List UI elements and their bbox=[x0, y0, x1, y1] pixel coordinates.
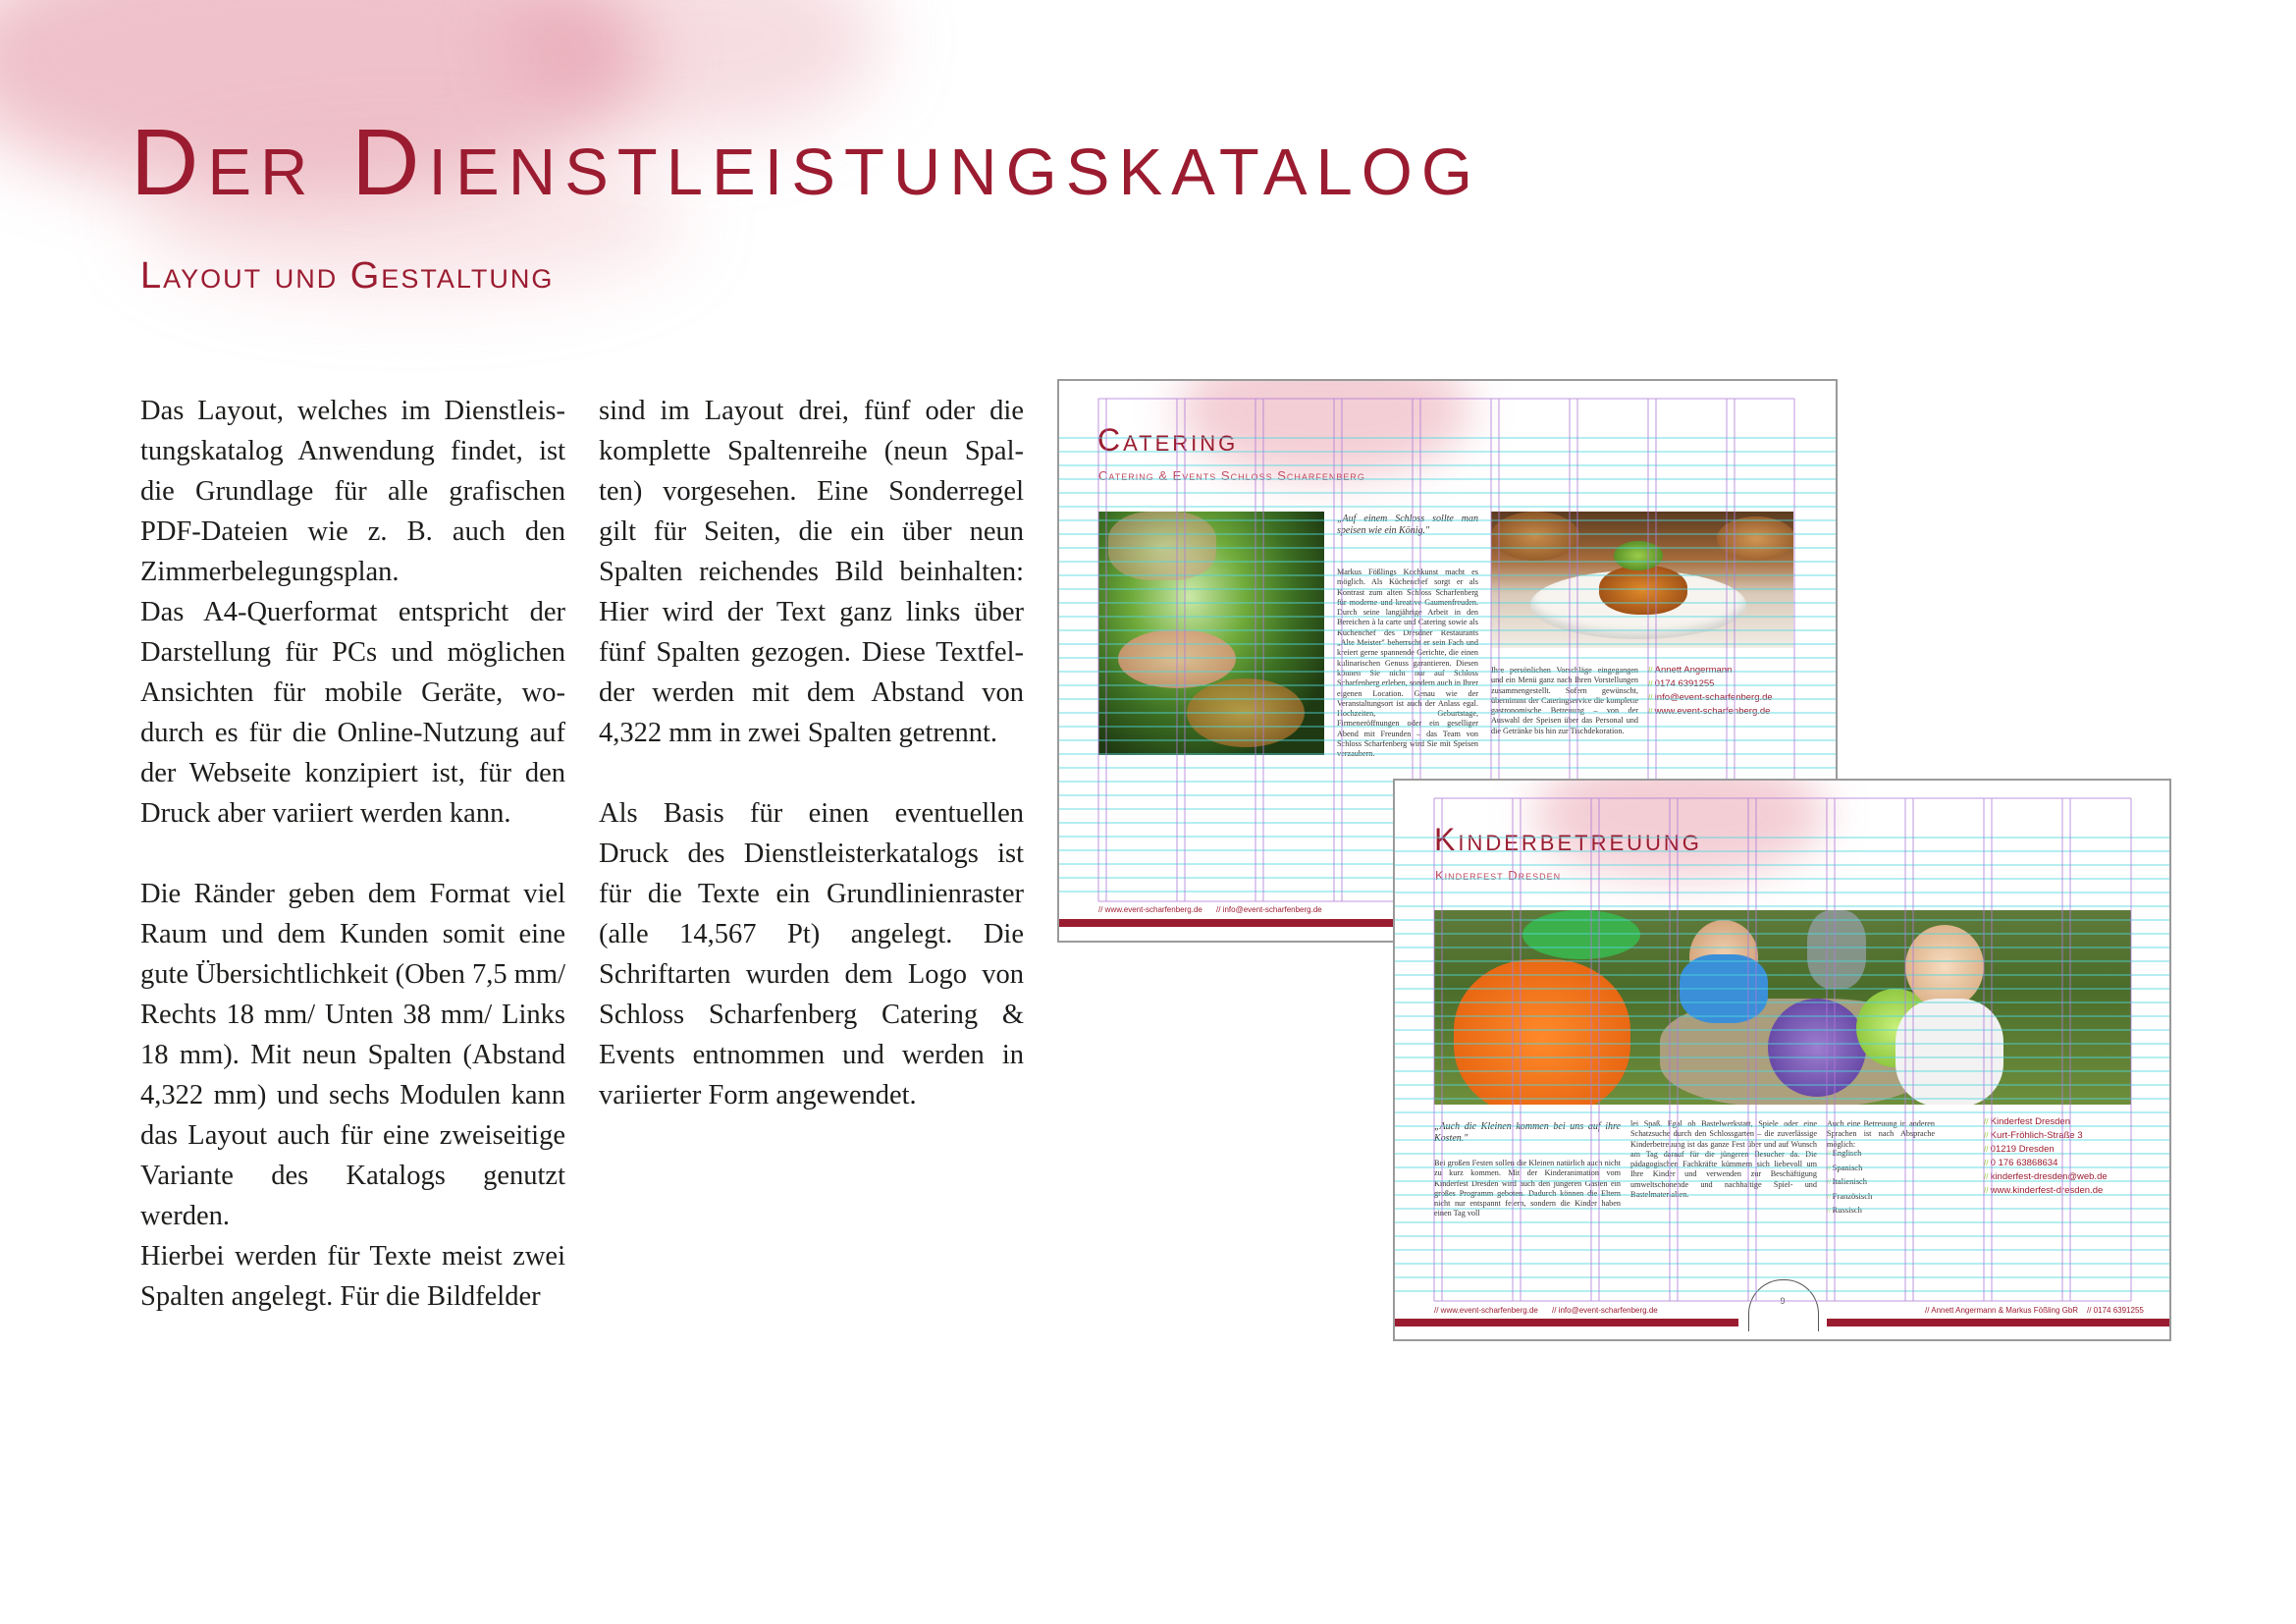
preview-footer-web: // www.event-scharfenberg.de bbox=[1098, 905, 1202, 914]
page-number: 9 bbox=[1780, 1296, 1786, 1306]
page-title: Der Dienstleistungskatalog bbox=[131, 110, 1481, 215]
preview-footer-right: // Annett Angermann & Markus Fößling GbR bbox=[1925, 1306, 2079, 1315]
preview-footer-mail: // info@event-scharfenberg.de bbox=[1552, 1306, 1658, 1315]
paragraph: Hierbei werden für Texte meist zwei Spalten angelegt. Für die Bildfelder bbox=[140, 1241, 565, 1312]
layout-grid bbox=[1395, 781, 2169, 1339]
preview-footer-mail: // info@event-scharfenberg.de bbox=[1216, 905, 1322, 914]
preview-text-c: Auch eine Betreuung in anderen Sprachen ist nach Absprache möglich: bbox=[1827, 1119, 1935, 1149]
paragraph: Das A4-Querformat entspricht der Darstellung für PCs und möglichen Ansichten für mobile Geräte, wodurch es für die Online-Nutzung auf der Webseite konzipiert ist, für den Druck aber variiert werden kann. bbox=[140, 597, 565, 829]
paragraph: Als Basis für einen eventuellen Druck des Dienstleisterkatalogs ist für die Texte ein Grundlinienraster (alle 14,567 Pt) angelegt. Die Schriftarten wurden dem Logo von Schloss Scharfenberg Catering & Events entnommen und werden in variierter Form angewendet. bbox=[599, 798, 1024, 1110]
page-subtitle: Layout und Gestaltung bbox=[140, 255, 555, 297]
body-column-2 bbox=[599, 391, 1024, 1115]
preview-title: Kinderbetreuung bbox=[1434, 822, 1702, 857]
preview-contacts: // Annett Angermann // 0174 6391255 // info@event-scharfenberg.de // www.event-scharfenberg.de bbox=[1648, 664, 1773, 719]
paragraph: Die Ränder geben dem Format viel Raum und dem Kunden somit eine gute Übersichtlichkeit (Oben 7,5 mm/ Rechts 18 mm/ Unten 38 mm/ Links 18 mm). Mit neun Spalten (Abstand 4,322 mm) und sechs Modulen kann das Layout auch für eine zweiseitige Variante des Katalogs genutzt werden. bbox=[140, 879, 565, 1231]
language-list: // Englisch // Spanisch // Italienisch // Französisch // Russisch bbox=[1827, 1147, 1872, 1218]
body-column-1 bbox=[140, 391, 565, 1317]
preview-text-a: Bei großen Festen sollen die Kleinen natürlich auch nicht zu kurz kommen. Mit der Kinderanimation vom Kinderfest Dresden wird auch den jüngeren Gästen ein großes Programm geboten. Dadurch können die Eltern nicht nur entspannt feiern, sondern die Kinder haben einen Tag voll bbox=[1434, 1159, 1621, 1218]
preview-subtitle: Kinderfest Dresden bbox=[1435, 868, 1562, 883]
preview-quote: „Auch die Kleinen kommen bei uns auf ihre Kosten." bbox=[1434, 1121, 1621, 1144]
paragraph: sind im Layout drei, fünf oder die komplette Spaltenreihe (neun Spalten) vorgesehen. Eine Sonderregel gilt für Seiten, die ein über neun Spalten reichendes Bild beinhalten: Hier wird der Text ganz links über fünf Spalten gezogen. Diese Textfelder werden mit dem Abstand von 4,322 mm in zwei Spalten getrennt. bbox=[599, 396, 1024, 748]
preview-quote: „Auf einem Schloss sollte man speisen wie ein König." bbox=[1337, 514, 1478, 536]
preview-text-a: Markus Fößlings Kochkunst macht es möglich. Als Küchenchef sorgt er als Kontrast zum alten Schloss Scharfenberg für moderne und kreative Gaumenfreuden. Durch seine langjährige Arbeit in den Bereichen à la carte und Catering sowie als Küchenchef des Dresdner Restaurants „Alte Meister" beherrscht er sein Fach und kreiert gerne spannende Gerichte, die einen kulinarischen Genuss garantieren. Diesen können Sie nicht nur auf Schloss Scharfenberg erleben, sondern auch in Ihrer eigenen Location. Genau wie der Veranstaltungsort ist auch der Anlass egal. Hochzeiten, Geburtstage, Firmeneröffnungen oder ein geselliger Abend mit Freunden – das Team von Schloss Scharfenberg wird Sie mit Speisen verzaubern. bbox=[1337, 568, 1478, 759]
preview-title: Catering bbox=[1097, 422, 1239, 458]
preview-text-b: Ihre persönlichen Vorschläge eingegangen und ein Menü ganz nach Ihren Vorstellungen zusammengestellt. Sofern gewünscht, übernimmt der Cateringservice die komplette gastronomische Betreuung – von der Auswahl der Speisen über das Personal und die Getränke bis hin zur Tischdekoration. bbox=[1491, 666, 1638, 735]
preview-contacts: // Kinderfest Dresden // Kurt-Fröhlich-Straße 3 // 01219 Dresden // 0 176 63868634 // kinderfest-dresden@web.de // www.kinderfest-dresden.de bbox=[1984, 1115, 2108, 1198]
layout-preview-kinderbetreuung bbox=[1393, 779, 2171, 1341]
preview-footer-web: // www.event-scharfenberg.de bbox=[1434, 1306, 1538, 1315]
preview-footer-phone: // 0174 6391255 bbox=[2087, 1306, 2144, 1315]
preview-subtitle: Catering & Events Schloss Scharfenberg bbox=[1098, 468, 1365, 483]
paragraph: Das Layout, welches im Dienstleistungskatalog Anwendung findet, ist die Grundlage für alle grafischen PDF-Dateien wie z. B. auch den Zimmerbelegungsplan. bbox=[140, 396, 565, 587]
preview-text-b: lei Spaß. Egal ob Bastelwerkstatt, Spiele oder eine Schatzsuche durch den Schlossgarten – die zuverlässige Kinderbetreuung ist das ganze Fest über und auf Wunsch am Tag darauf für die jüngeren Besucher da. Die pädagogischen Fachkräfte kümmern sich liebevoll um Ihre Kinder und verwenden zur Beschäftigung umweltschonende und nachhaltige Spiel- und Bastelmaterialien. bbox=[1630, 1119, 1817, 1200]
